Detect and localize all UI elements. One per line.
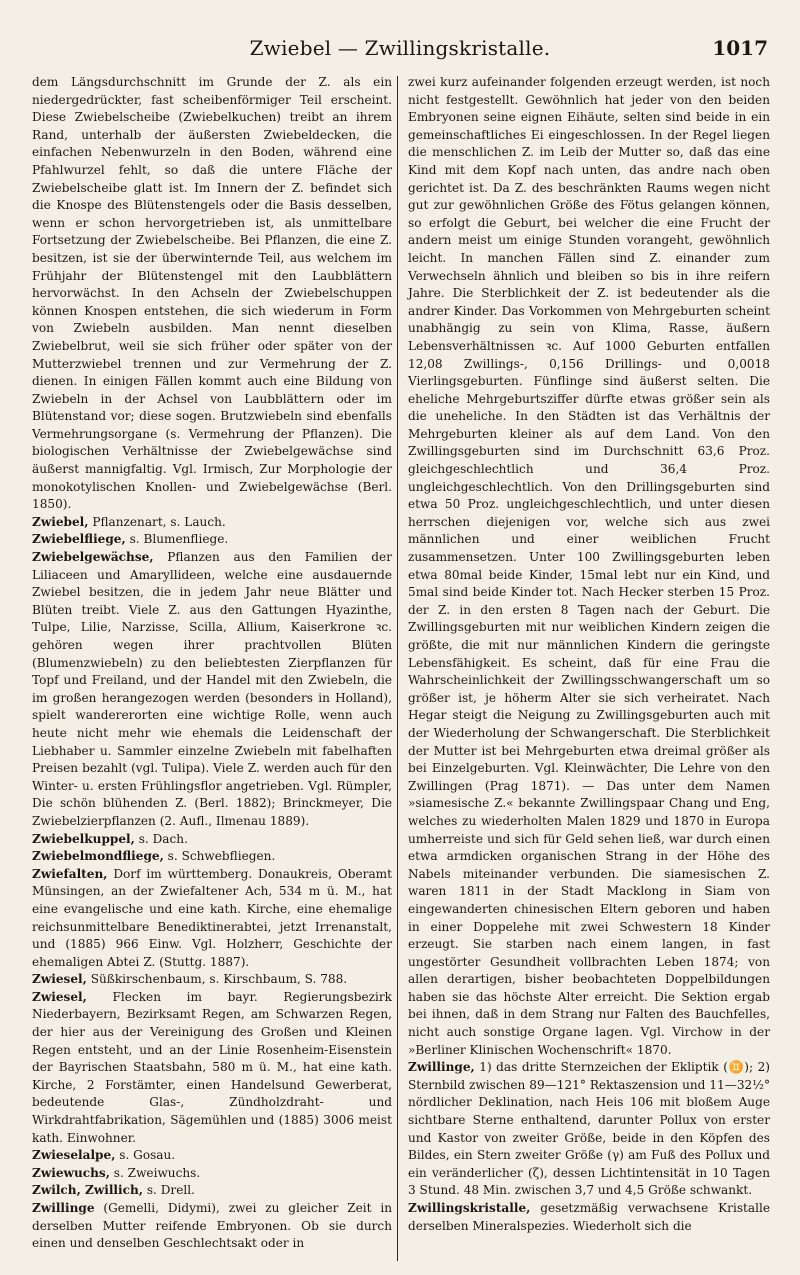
entry-text: (Gemelli, Didymi), zwei zu gleicher Zeit in derselben Mutter reifende Embryonen. Ob sie durch einen und denselben Geschlechtsakt oder in: [32, 1201, 392, 1251]
dictionary-entry: [32, 989, 392, 1147]
entry-text: Süßkirschenbaum, s. Kirschbaum, S. 788.: [86, 972, 348, 987]
entry-text: s. Blumenfliege.: [125, 532, 229, 547]
page-number: 1017: [712, 36, 768, 60]
dictionary-entry: [32, 1147, 392, 1165]
dictionary-entry: [32, 831, 392, 849]
entry-text: Flecken im bayr. Regierungsbezirk Niederbayern, Bezirksamt Regen, am Schwarzen Regen, der hier aus der Vereinigung des Großen und Kleinen Regen entsteht, und an der Linie Rosenheim-Eisenstein der Bayrischen Staatsbahn, 580 m ü. M., hat eine kath. Kirche, 2 Forstämter, einen Handelsund Gewerberat, bedeutende Glas-, Zündholzdraht- und Wirkdrahtfabrikation, Sägemühlen und (1885) 3006 meist kath. Einwohner.: [32, 989, 392, 1145]
entry-headword: Zwiebel,: [32, 514, 89, 529]
dictionary-entry: [408, 1200, 770, 1235]
right-column: [408, 74, 770, 1235]
entry-headword: Zwiesel,: [32, 972, 87, 987]
entry-text: 1) das dritte Sternzeichen der Ekliptik (♊); 2) Sternbild zwischen 89—121° Rektaszension und 11—32½° nördlicher Deklination, nach Heis 106 mit bloßem Auge sichtbare Sterne enthaltend, darunter Pollux von erster und Kastor von zweiter Größe, beide in den Köpfen des Bildes, ein Stern zweiter Größe (γ) am Fuß des Pollux und ein veränderlicher (ζ), dessen Lichtintensität in 10 Tagen 3 Stund. 48 Min. zwischen 3,7 und 4,5 Größe schwankt.: [408, 1060, 770, 1198]
dictionary-entry: [32, 971, 392, 989]
entry-headword: Zwiefalten,: [32, 866, 108, 881]
continued-paragraph: [32, 74, 392, 514]
running-title: Zwiebel — Zwillingskristalle.: [249, 36, 551, 60]
page-header: [32, 36, 768, 68]
dictionary-entry: [408, 1059, 770, 1200]
continued-paragraph: [408, 74, 770, 1059]
dictionary-entry: [32, 866, 392, 972]
dictionary-entry: [32, 1200, 392, 1253]
entry-headword: Zwillinge,: [408, 1060, 475, 1075]
entry-text: Pflanzen aus den Familien der Liliaceen und Amaryllideen, welche eine ausdauernde Zwiebel besitzen, die in jedem Jahr neue Blätter und Blüten treibt. Viele Z. aus den Gattungen Hyazinthe, Tulpe, Lilie, Narzisse, Scilla, Allium, Kaiserkrone ꝛc. gehören wegen ihrer prachtvollen Blüten (Blumenzwiebeln) zu den beliebtesten Zierpflanzen für Topf und Freiland, und der Handel mit den Zwiebeln, die im großen herangezogen werden (besonders in Holland), spielt wandererorten eine wichtige Rolle, wenn auch heute nicht mehr wie ehemals die Leidenschaft der Liebhaber u. Sammler einzelne Zwiebeln mit fabelhaften Preisen bezahlt (vgl. Tulipa). Viele Z. werden auch für den Winter- u. ersten Frühlingsflor angetrieben. Vgl. Rümpler, Die schön blühenden Z. (Berl. 1882); Brinckmeyer, Die Zwiebelzierpflanzen (2. Aufl., Ilmenau 1889).: [32, 550, 392, 828]
column-divider: [397, 76, 398, 1261]
dictionary-entry: [32, 514, 392, 532]
dictionary-entry: [32, 1182, 392, 1200]
entry-headword: Zwillinge: [32, 1201, 95, 1215]
entry-headword: Zwiebelkuppel,: [32, 831, 135, 846]
entry-headword: Zwiewuchs,: [32, 1165, 110, 1180]
dictionary-entry: [32, 1165, 392, 1183]
dictionary-entry: [32, 549, 392, 831]
dictionary-entry: [32, 531, 392, 549]
entry-text: Pflanzenart, s. Lauch.: [88, 514, 226, 529]
entry-text: s. Drell.: [143, 1183, 195, 1198]
entry-headword: Zwiebelmondfliege,: [32, 849, 164, 864]
entry-text: s. Dach.: [134, 831, 188, 846]
entry-text: zwei kurz aufeinander folgenden erzeugt werden, ist noch nicht festgestellt. Gewöhnlich hat jeder von den beiden Embryonen seine eignen Eihäute, selten sind beide in ein gemeinschaftliches Ei eingeschlossen. In der Regel liegen die menschlichen Z. im Leib der Mutter so, daß das eine Kind mit dem Kopf nach unten, das andre nach oben gerichtet ist. Da Z. des beschränkten Raums wegen nicht gut zur gewöhnlichen Größe des Fötus gelangen können, so erfolgt die Geburt, bei welcher die eine Frucht der andern meist um einige Stunden vorangeht, gewöhnlich leicht. In manchen Fällen sind Z. einander zum Verwechseln ähnlich und bleiben so bis in ihre reifern Jahre. Die Sterblichkeit der Z. ist bedeutender als die andrer Kinder. Das Vorkommen von Mehrgeburten scheint unabhängig zu sein von Klima, Rasse, äußern Lebensverhältnissen ꝛc. Auf 1000 Geburten entfallen 12,08 Zwillings-, 0,156 Drillings- und 0,0018 Vierlingsgeburten. Fünflinge sind äußerst selten. Die eheliche Mehrgeburtsziffer dürfte etwas größer sein als die uneheliche. In den Städten ist das Verhältnis der Mehrgeburten kleiner als auf dem Land. Von den Zwillingsgeburten sind im Durchschnitt 63,6 Proz. gleichgeschlechtlich und 36,4 Proz. ungleichgeschlechtlich. Von den Drillingsgeburten sind etwa 50 Proz. ungleichgeschlechtlich, und unter diesen herrschen diejenigen vor, welche sich aus zwei männlichen und einer weiblichen Frucht zusammensetzen. Unter 100 Zwillingsgeburten leben etwa 80mal beide Kinder, 15mal lebt nur ein Kind, und 5mal sind beide Kinder tot. Nach Hecker sterben 15 Proz. der Z. in den ersten 8 Tagen nach der Geburt. Die Zwillingsgeburten mit nur weiblichen Kindern zeigen die größte, die mit nur männlichen Kindern die geringste Lebensfähigkeit. Es scheint, daß für eine Frau die Wahrscheinlichkeit der Zwillingsschwangerschaft um so größer ist, je höherm Alter sie sich verheiratet. Nach Hegar steigt die Neigung zu Zwillingsgeburten auch mit der Wiederholung der Schwangerschaft. Die Sterblichkeit der Mutter ist bei Mehrgeburten etwa dreimal größer als bei Einzelgeburten. Vgl. Kleinwächter, Die Lehre von den Zwillingen (Prag 1871). — Das unter dem Namen »siamesische Z.« bekannte Zwillingspaar Chang und Eng, welches zu wiederholten Malen 1829 und 1870 in Europa umherreiste und sich für Geld sehen ließ, war durch einen etwa armdicken organischen Strang in der Höhe des Nabels miteinander verbunden. Die siamesischen Z. waren 1811 in der Stadt Macklong in Siam von eingewanderten chinesischen Eltern geboren und haben in einer Doppelehe mit zwei Schwestern 18 Kinder erzeugt. Sie starben nach einem langen, in fast ungestörter Gesundheit vollbrachten Leben 1874; von allen derartigen, bisher beobachteten Doppelbildungen haben sie das höchste Alter erreicht. Die Sektion ergab bei ihnen, daß in dem Strang nur Falten des Bauchfelles, nicht auch sonstige Organe lagen. Vgl. Virchow in der »Berliner Klinischen Wochenschrift« 1870.: [408, 75, 770, 1057]
dictionary-entry: [32, 848, 392, 866]
entry-text: s. Zweiwuchs.: [109, 1165, 201, 1180]
entry-text: Dorf im württemberg. Donaukreis, Oberamt Münsingen, an der Zwiefaltener Ach, 534 m ü. M., hat eine evangelische und eine kath. Kirche, eine ehemalige reichsunmittelbare Benediktinerabtei, jetzt Irrenanstalt, und (1885) 966 Einw. Vgl. Holzherr, Geschichte der ehemaligen Abtei Z. (Stuttg. 1887).: [32, 866, 392, 969]
entry-text: dem Längsdurchschnitt im Grunde der Z. als ein niedergedrückter, fast scheibenförmiger Teil erscheint. Diese Zwiebelscheibe (Zwiebelkuchen) treibt an ihrem Rand, unterhalb der äußersten Zwiebeldecken, die einfachen Nebenwurzeln in den Boden, während eine Pfahlwurzel fehlt, so daß die untere Fläche der Zwiebelscheibe glatt ist. Im Innern der Z. befindet sich die Knospe des Blütenstengels oder die Basis desselben, wenn er schon hervorgetrieben ist, als unmittelbare Fortsetzung der Zwiebelscheibe. Bei Pflanzen, die eine Z. besitzen, ist sie der überwinternde Teil, aus welchem im Frühjahr der Blütenstengel mit den Laubblättern hervorwächst. In den Achseln der Zwiebelschuppen können Knospen entstehen, die sich wiederum in Form von Zwiebeln ausbilden. Man nennt dieselben Zwiebelbrut, weil sie sich früher oder später von der Mutterzwiebel trennen und zur Vermehrung der Z. dienen. In einigen Fällen kommt auch eine Bildung von Zwiebeln in der Achsel von Laubblättern oder im Blütenstand vor; diese sogen. Brutzwiebeln sind ebenfalls Vermehrungsorgane (s. Vermehrung der Pflanzen). Die biologischen Verhältnisse der Zwiebelgewächse sind äußerst mannigfaltig. Vgl. Irmisch, Zur Morphologie der monokotylischen Knollen- und Zwiebelgewächse (Berl. 1850).: [32, 75, 392, 512]
entry-headword: Zwiesel,: [32, 989, 87, 1004]
entry-headword: Zwiebelfliege,: [32, 532, 126, 547]
entry-text: s. Schwebfliegen.: [163, 849, 276, 864]
entry-headword: Zwiebelgewächse,: [32, 550, 154, 565]
entry-headword: Zwillingskristalle,: [408, 1201, 531, 1215]
entry-text: gesetzmäßig verwachsene Kristalle derselben Mineralspezies. Wiederholt sich die: [408, 1201, 770, 1233]
entry-headword: Zwilch, Zwillich,: [32, 1183, 143, 1198]
entry-text: s. Gosau.: [115, 1148, 176, 1163]
entry-headword: Zwieselalpe,: [32, 1148, 116, 1163]
left-column: [32, 74, 392, 1253]
